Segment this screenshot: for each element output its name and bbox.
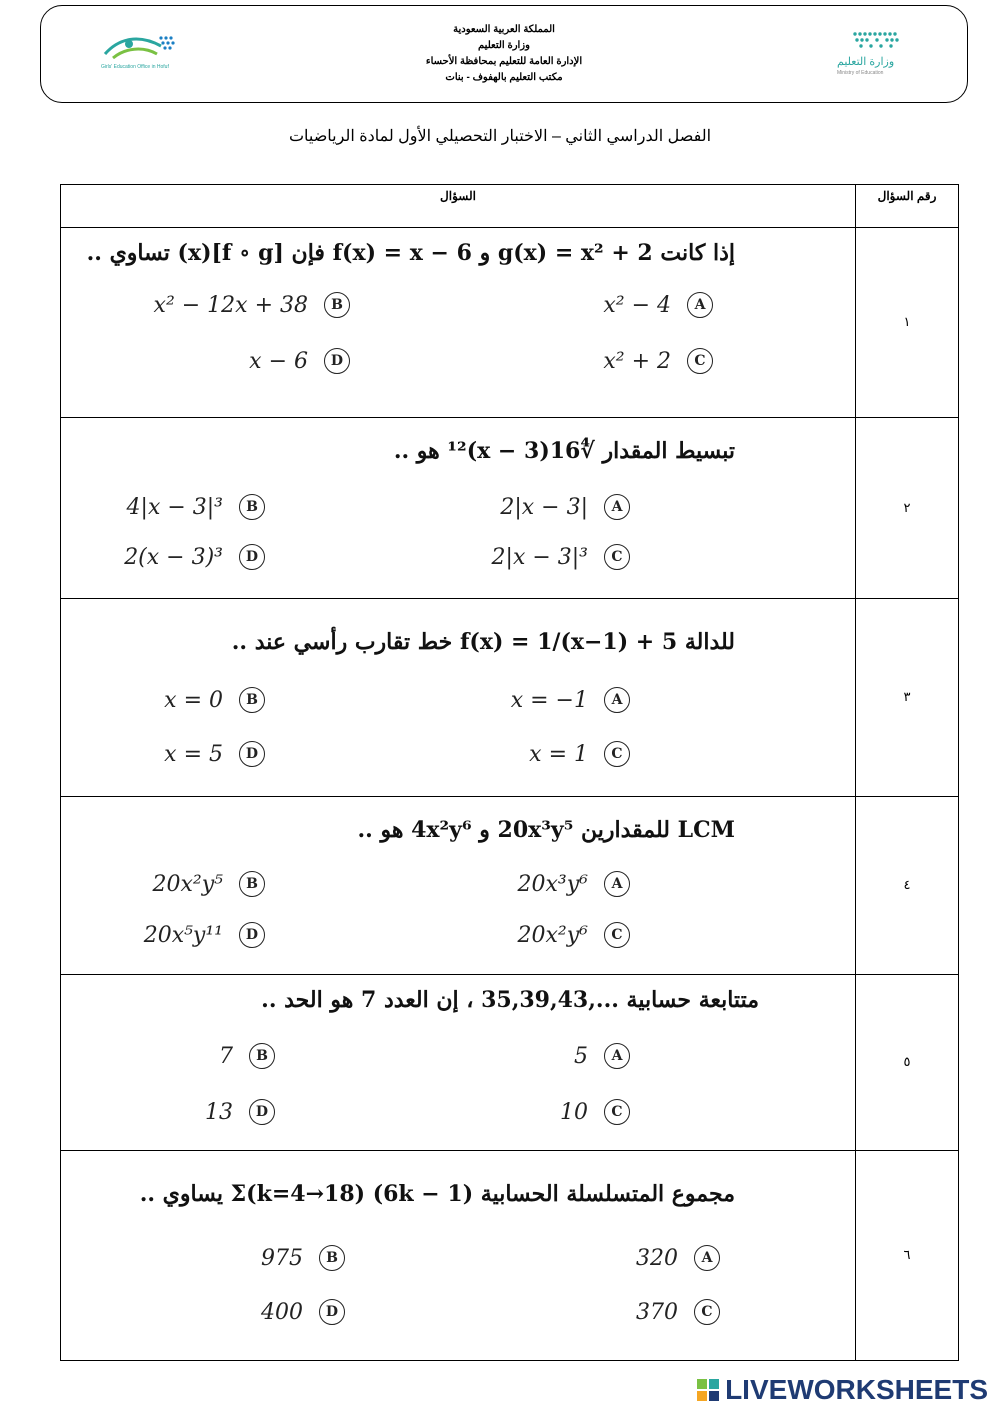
option-text: 20x⁵y¹¹ xyxy=(143,922,223,948)
option-text: 400 xyxy=(261,1299,303,1325)
option-letter: A xyxy=(687,292,713,318)
option-text: 975 xyxy=(261,1245,303,1271)
option-letter: D xyxy=(239,544,265,570)
option-letter: D xyxy=(249,1099,275,1125)
option-text: x = 0 xyxy=(164,687,223,713)
option-text: 2|x − 3| xyxy=(500,494,588,520)
option-text: 20x²y⁵ xyxy=(152,871,223,897)
question-cell xyxy=(61,599,856,797)
option-c[interactable] xyxy=(492,544,630,570)
question-row xyxy=(61,418,959,599)
question-stem: LCM للمقدارين 20x³y⁵ و 4x²y⁶ هو .. xyxy=(357,817,735,843)
option-text: x² − 12x + 38 xyxy=(153,292,308,318)
letterhead-line: الإدارة العامة للتعليم بمحافظة الأحساء xyxy=(425,56,583,67)
option-letter: C xyxy=(604,1099,630,1125)
question-row xyxy=(61,599,959,797)
question-cell xyxy=(61,418,856,599)
option-a[interactable] xyxy=(511,687,630,713)
question-stem: تبسيط المقدار ∜16(x − 3)¹² هو .. xyxy=(393,438,735,464)
option-text: 20x²y⁶ xyxy=(517,922,588,948)
liveworksheets-logo xyxy=(697,1374,988,1406)
option-a[interactable] xyxy=(518,871,630,897)
question-row xyxy=(61,797,959,975)
question-stem: للدالة f(x) = 1/(x−1) + 5 خط تقارب رأسي عند .. xyxy=(231,629,735,655)
option-letter: B xyxy=(239,494,265,520)
letterhead-line: وزارة التعليم xyxy=(478,40,530,51)
question-cell xyxy=(61,228,856,418)
option-letter: B xyxy=(239,871,265,897)
education-office-logo xyxy=(99,28,183,74)
option-d[interactable] xyxy=(261,1299,345,1325)
option-a[interactable] xyxy=(603,292,713,318)
ministry-arabic-name: وزارة التعليم xyxy=(837,56,895,68)
option-d[interactable] xyxy=(124,544,265,570)
letterhead-line: المملكة العربية السعودية xyxy=(453,24,555,35)
option-text: x² + 2 xyxy=(603,348,671,374)
question-stem: مجموع المتسلسلة الحسابية Σ(k=4→18) (6k − 1) يساوي .. xyxy=(139,1181,735,1207)
option-text: 7 xyxy=(219,1043,233,1069)
option-letter: A xyxy=(604,494,630,520)
option-letter: C xyxy=(604,741,630,767)
question-number: ١ xyxy=(856,228,959,418)
option-d[interactable] xyxy=(164,741,265,767)
question-number: ٣ xyxy=(856,599,959,797)
option-d[interactable] xyxy=(144,922,265,948)
option-letter: C xyxy=(687,348,713,374)
question-stem: إذا كانت g(x) = x² + 2 و f(x) = x − 6 فإن [f ∘ g](x) تساوي .. xyxy=(86,240,735,266)
question-stem: متتابعة حسابية ...,35,39,43 ، إن العدد 7 هو الحد .. xyxy=(261,987,759,1013)
ministry-logo xyxy=(825,28,915,80)
liveworksheets-icon xyxy=(697,1379,719,1401)
option-letter: B xyxy=(324,292,350,318)
option-a[interactable] xyxy=(574,1043,630,1069)
option-text: x − 6 xyxy=(249,348,308,374)
option-c[interactable] xyxy=(529,741,630,767)
question-number: ٥ xyxy=(856,975,959,1151)
option-letter: B xyxy=(319,1245,345,1271)
option-letter: B xyxy=(239,687,265,713)
option-letter: D xyxy=(319,1299,345,1325)
option-letter: A xyxy=(694,1245,720,1271)
option-b[interactable] xyxy=(164,687,265,713)
option-b[interactable] xyxy=(261,1245,345,1271)
option-text: 10 xyxy=(560,1099,588,1125)
option-letter: A xyxy=(604,1043,630,1069)
option-text: x = 5 xyxy=(164,741,223,767)
question-cell xyxy=(61,975,856,1151)
option-letter: C xyxy=(604,544,630,570)
option-d[interactable] xyxy=(249,348,350,374)
option-text: 5 xyxy=(574,1043,588,1069)
liveworksheets-wordmark: LIVEWORKSHEETS xyxy=(725,1374,988,1405)
ministry-caption: Ministry of Education xyxy=(837,70,884,76)
letterhead xyxy=(40,5,968,103)
option-a[interactable] xyxy=(636,1245,720,1271)
option-b[interactable] xyxy=(219,1043,275,1069)
option-letter: C xyxy=(694,1299,720,1325)
question-row xyxy=(61,975,959,1151)
column-header-number: رقم السؤال xyxy=(856,185,959,228)
question-row xyxy=(61,228,959,418)
option-letter: D xyxy=(239,741,265,767)
option-letter: D xyxy=(324,348,350,374)
option-b[interactable] xyxy=(127,494,265,520)
education-office-caption: Girls' Education Office in Hofuf xyxy=(101,64,169,70)
question-number: ٤ xyxy=(856,797,959,975)
option-c[interactable] xyxy=(560,1099,630,1125)
question-number: ٦ xyxy=(856,1151,959,1361)
option-letter: D xyxy=(239,922,265,948)
option-letter: A xyxy=(604,871,630,897)
option-text: x = 1 xyxy=(529,741,588,767)
questions-table xyxy=(60,184,959,1361)
option-d[interactable] xyxy=(205,1099,275,1125)
option-text: x = −1 xyxy=(510,687,588,713)
option-letter: B xyxy=(249,1043,275,1069)
option-a[interactable] xyxy=(500,494,630,520)
question-number: ٢ xyxy=(856,418,959,599)
page-title: الفصل الدراسي الثاني – الاختبار التحصيلي الأول لمادة الرياضيات xyxy=(288,128,712,145)
option-text: 2|x − 3|³ xyxy=(491,544,588,570)
option-text: x² − 4 xyxy=(603,292,671,318)
option-b[interactable] xyxy=(154,292,350,318)
column-header-question: السؤال xyxy=(61,185,856,228)
option-b[interactable] xyxy=(153,871,265,897)
question-cell xyxy=(61,797,856,975)
option-text: 370 xyxy=(636,1299,678,1325)
option-text: 2(x − 3)³ xyxy=(124,544,223,570)
table-header-row xyxy=(61,185,959,228)
option-c[interactable] xyxy=(603,348,713,374)
option-letter: A xyxy=(604,687,630,713)
question-cell xyxy=(61,1151,856,1361)
question-row xyxy=(61,1151,959,1361)
option-letter: C xyxy=(604,922,630,948)
option-text: 13 xyxy=(205,1099,233,1125)
option-text: 20x³y⁶ xyxy=(517,871,588,897)
option-c[interactable] xyxy=(518,922,630,948)
option-text: 320 xyxy=(636,1245,678,1271)
letterhead-text xyxy=(291,22,717,86)
option-text: 4|x − 3|³ xyxy=(126,494,223,520)
option-c[interactable] xyxy=(636,1299,720,1325)
letterhead-line: مكتب التعليم بالهفوف - بنات xyxy=(445,72,563,83)
